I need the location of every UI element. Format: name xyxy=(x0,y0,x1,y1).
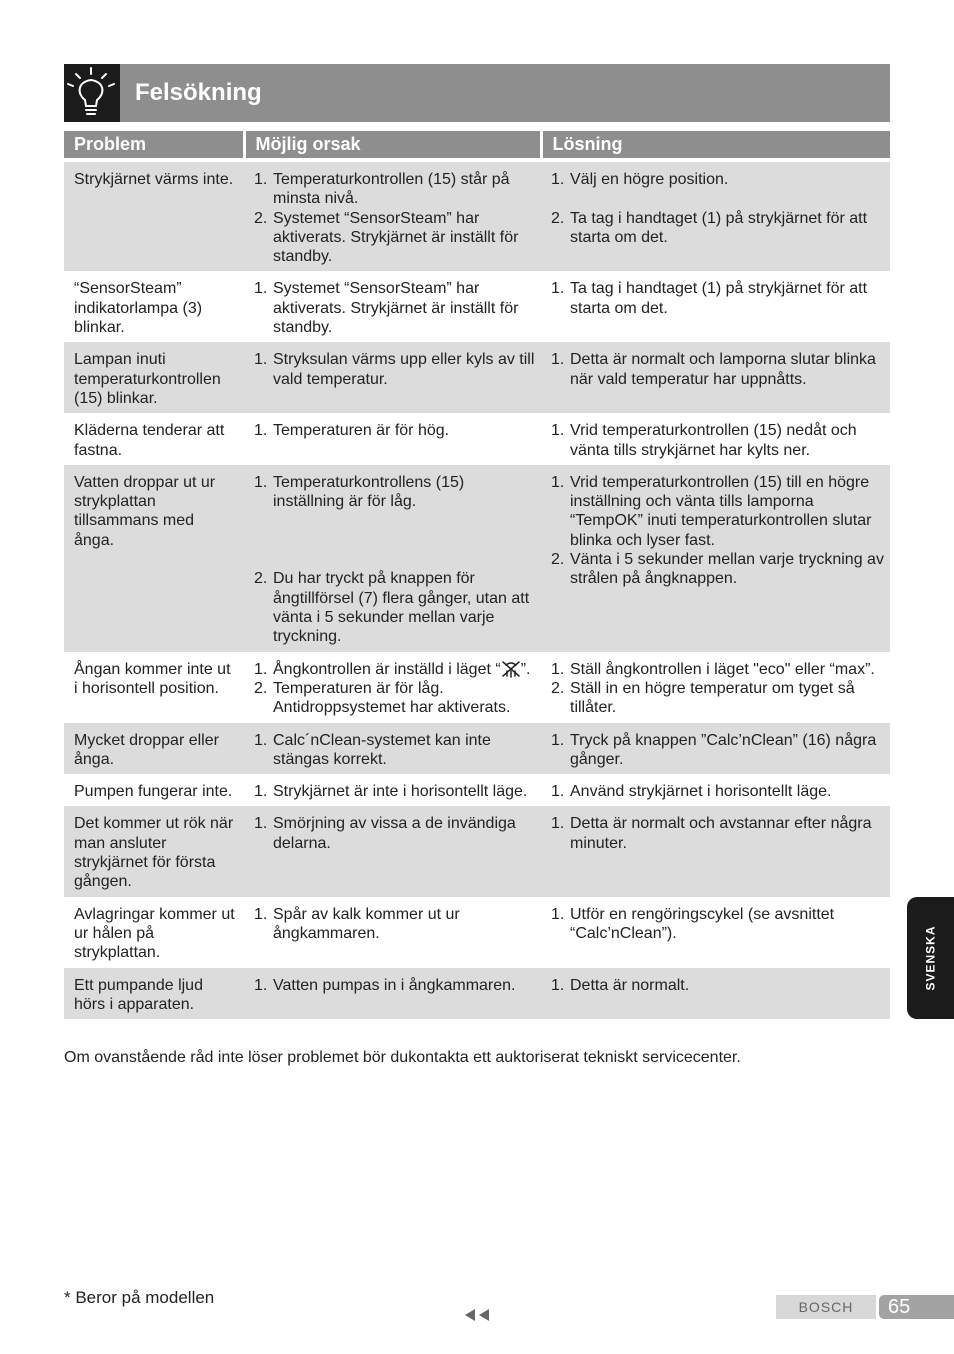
problem-cell: Strykjärnet värms inte. xyxy=(64,162,244,271)
list-item: 1. Temperaturen är för hög. xyxy=(254,422,450,440)
table-row xyxy=(64,723,890,775)
page-number: 65 xyxy=(879,1295,954,1319)
problem-cell: Mycket droppar eller ånga. xyxy=(64,723,244,775)
list-item: 1. Detta är normalt. xyxy=(551,976,690,994)
solution-cell xyxy=(541,774,890,806)
cause-cell xyxy=(244,342,541,413)
anti-scale-icon xyxy=(501,660,521,678)
cause-cell xyxy=(244,723,541,775)
solution-cell xyxy=(541,413,890,465)
table-row xyxy=(64,968,890,1020)
problem-cell: “SensorSteam” indikatorlampa (3) blinkar. xyxy=(64,271,244,342)
cause-cell xyxy=(244,271,541,342)
cause-cell xyxy=(244,806,541,896)
service-center-note: Om ovanstående råd inte löser problemet bör dukontakta ett auktoriserat tekniskt servicecenter. xyxy=(64,1049,741,1066)
list-item: 1. Ställ ångkontrollen i läget "eco" eller “max”. xyxy=(551,660,875,678)
list-item: 1. Ångkontrollen är inställd i läget “ ”. xyxy=(254,660,531,678)
cause-cell xyxy=(244,652,541,723)
problem-cell: Det kommer ut rök när man ansluter strykjärnet för första gången. xyxy=(64,806,244,896)
troubleshooting-table xyxy=(64,131,890,1019)
list-item: 1. Temperaturkontrollens (15) inställning är för låg. xyxy=(254,473,465,511)
problem-cell: Avlagringar kommer ut ur hålen på strykplattan. xyxy=(64,897,244,968)
table-row xyxy=(64,342,890,413)
table-row xyxy=(64,162,890,271)
list-item: 1. Utför en rengöringscykel (se avsnittet “Calc’nClean”). xyxy=(551,905,835,942)
table-row xyxy=(64,897,890,968)
column-header-cause: Möjlig orsak xyxy=(244,131,541,158)
solution-cell xyxy=(541,271,890,342)
solution-cell xyxy=(541,806,890,896)
solution-cell xyxy=(541,465,890,652)
cause-cell xyxy=(244,774,541,806)
solution-cell xyxy=(541,342,890,413)
brand-label: BOSCH xyxy=(776,1295,876,1319)
table-row xyxy=(64,774,890,806)
list-item: 1. Calc´nClean-systemet kan inte stängas korrekt. xyxy=(254,731,491,768)
previous-page-icon[interactable] xyxy=(463,1307,491,1328)
page-title: Felsökning xyxy=(135,79,262,106)
solution-cell xyxy=(541,652,890,723)
problem-cell: Ett pumpande ljud hörs i apparaten. xyxy=(64,968,244,1020)
problem-cell: Vatten droppar ut ur strykplattan tillsammans med ånga. xyxy=(64,465,244,652)
column-header-problem: Problem xyxy=(64,131,244,158)
list-item: 2. Ställ in en högre temperatur om tyget så tillåter. xyxy=(551,679,855,717)
list-item: 1. Vatten pumpas in i ångkammaren. xyxy=(254,976,516,994)
problem-cell: Kläderna tenderar att fastna. xyxy=(64,413,244,465)
list-item: 1. Vrid temperaturkontrollen (15) nedåt och vänta tills strykjärnet har kylts ner. xyxy=(551,422,857,459)
list-item: 2. Du har tryckt på knappen för ångtillförsel (7) flera gånger, utan att vänta i 5 sekunder mellan varje tryckning. xyxy=(254,570,530,646)
solution-cell xyxy=(541,897,890,968)
solution-cell xyxy=(541,162,890,271)
list-item: 1. Stryksulan värms upp eller kyls av till vald temperatur. xyxy=(254,351,535,388)
solution-cell xyxy=(541,968,890,1020)
language-tab xyxy=(907,897,954,1019)
list-item: 1. Smörjning av vissa a de invändiga delarna. xyxy=(254,815,516,852)
list-item: 1. Tryck på knappen ”Calc’nClean” (16) några gånger. xyxy=(551,731,877,768)
list-item: 1. Detta är normalt och avstannar efter några minuter. xyxy=(551,815,872,852)
list-item: 1. Systemet “SensorSteam” har aktiverats. Strykjärnet är inställt för standby. xyxy=(254,280,519,337)
list-item: 1. Vrid temperaturkontrollen (15) till en högre inställning och vänta tills lamporna “TempOK” inuti temperaturkontrollen slutar blinka och lyser fast. xyxy=(551,473,872,549)
model-footnote: * Beror på modellen xyxy=(64,1288,215,1307)
table-header-row xyxy=(64,131,890,158)
list-item: 1. Använd strykjärnet i horisontellt läge. xyxy=(551,783,832,801)
cause-cell xyxy=(244,413,541,465)
problem-cell: Lampan inuti temperaturkontrollen (15) blinkar. xyxy=(64,342,244,413)
cause-cell xyxy=(244,162,541,271)
list-item: 1. Temperaturkontrollen (15) står på minsta nivå. xyxy=(254,171,510,208)
list-item: 1. Ta tag i handtaget (1) på strykjärnet för att starta om det. xyxy=(551,280,868,317)
cause-cell xyxy=(244,897,541,968)
cause-cell xyxy=(244,968,541,1020)
problem-cell: Ångan kommer inte ut i horisontell position. xyxy=(64,652,244,723)
list-item: 1. Välj en högre position. xyxy=(551,171,729,188)
list-item: 1. Detta är normalt och lamporna slutar blinka när vald temperatur har uppnåtts. xyxy=(551,351,876,388)
table-row xyxy=(64,465,890,652)
table-row xyxy=(64,271,890,342)
list-item: 2. Systemet “SensorSteam” har aktiverats. Strykjärnet är inställt för standby. xyxy=(254,209,519,266)
title-bar xyxy=(64,64,890,122)
table-row xyxy=(64,806,890,896)
list-item: 2. Vänta i 5 sekunder mellan varje tryckning av strålen på ångknappen. xyxy=(551,551,884,588)
table-row xyxy=(64,413,890,465)
column-header-solution: Lösning xyxy=(541,131,890,158)
problem-cell: Pumpen fungerar inte. xyxy=(64,774,244,806)
solution-cell xyxy=(541,723,890,775)
list-item: 2. Temperaturen är för låg. Antidroppsystemet har aktiverats. xyxy=(254,679,511,717)
cause-cell xyxy=(244,465,541,652)
table-row xyxy=(64,652,890,723)
language-tab-label: SVENSKA xyxy=(922,925,937,991)
lightbulb-icon xyxy=(64,64,120,122)
list-item: 1. Strykjärnet är inte i horisontellt läge. xyxy=(254,783,528,801)
list-item: 2. Ta tag i handtaget (1) på strykjärnet för att starta om det. xyxy=(551,209,868,246)
list-item: 1. Spår av kalk kommer ut ur ångkammaren. xyxy=(254,905,460,942)
